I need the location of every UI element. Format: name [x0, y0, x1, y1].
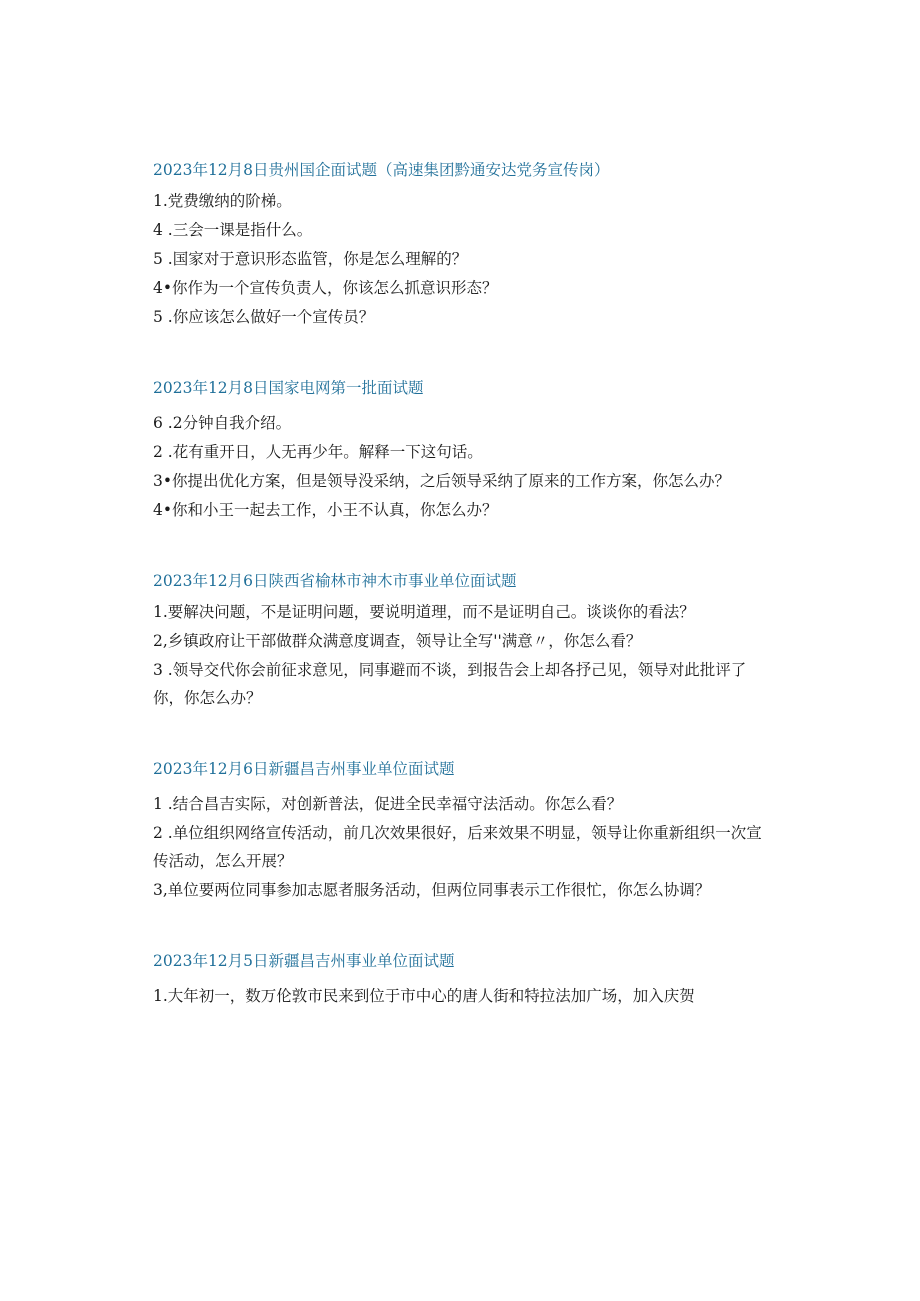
question-item: 5 .你应该怎么做好一个宣传员？ — [153, 308, 375, 326]
section-3 — [153, 566, 763, 712]
section-2 — [153, 373, 763, 524]
section-1 — [153, 155, 763, 331]
section-title: 2023年12月5日新疆昌吉州事业单位面试题 — [153, 952, 455, 970]
section-title: 2023年12月8日贵州国企面试题（高速集团黔通安达党务宣传岗） — [153, 161, 610, 179]
question-item: 1.大年初一，数万伦敦市民来到位于市中心的唐人街和特拉法加广场，加入庆贺 — [153, 987, 695, 1005]
section-title: 2023年12月6日新疆昌吉州事业单位面试题 — [153, 760, 455, 778]
question-item: 4•你作为一个宣传负责人，你该怎么抓意识形态？ — [153, 279, 498, 297]
section-title: 2023年12月8日国家电网第一批面试题 — [153, 379, 424, 397]
question-item: 1.要解决问题，不是证明问题，要说明道理，而不是证明自己。谈谈你的看法？ — [153, 603, 695, 621]
section-4 — [153, 754, 763, 904]
question-item: 2 .花有重开日，人无再少年。解释一下这句话。 — [153, 443, 483, 461]
section-5 — [153, 946, 763, 1010]
question-item: 2,乡镇政府让干部做群众满意度调查，领导让全写''满意〃，你怎么看？ — [153, 632, 642, 650]
question-item: 3 .领导交代你会前征求意见，同事避而不谈，到报告会上却各抒己见，领导对此批评了你，你怎么办？ — [153, 661, 747, 707]
question-item: 3•你提出优化方案，但是领导没采纳，之后领导采纳了原来的工作方案，你怎么办？ — [153, 472, 731, 490]
question-item: 1 .结合昌吉实际，对创新普法，促进全民幸福守法活动。你怎么看？ — [153, 795, 623, 813]
question-item: 4 .三会一课是指什么。 — [153, 221, 313, 239]
question-item: 5 .国家对于意识形态监管，你是怎么理解的？ — [153, 250, 468, 268]
question-item: 3,单位要两位同事参加志愿者服务活动，但两位同事表示工作很忙，你怎么协调？ — [153, 881, 711, 899]
section-title: 2023年12月6日陕西省榆林市神木市事业单位面试题 — [153, 572, 517, 590]
question-item: 6 .2分钟自我介绍。 — [153, 414, 292, 432]
question-item: 1.党费缴纳的阶梯。 — [153, 192, 292, 210]
document-page — [153, 155, 763, 1052]
question-item: 2 .单位组织网络宣传活动，前几次效果很好，后来效果不明显，领导让你重新组织一次宣传活动，怎么开展？ — [153, 824, 762, 870]
question-item: 4•你和小王一起去工作，小王不认真，你怎么办？ — [153, 501, 498, 519]
